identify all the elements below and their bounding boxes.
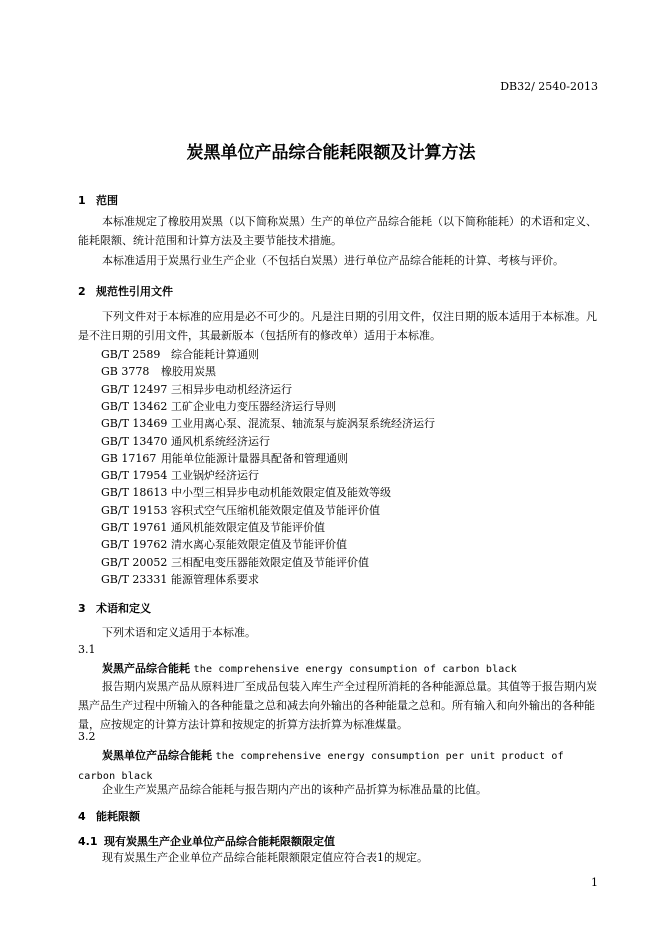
reference-code: GB/T 19762 [101,538,168,552]
term-english: the comprehensive energy consumption per unit product of carbon black [78,751,564,782]
reference-code: GB/T 23331 [101,572,168,586]
reference-item [101,484,391,501]
reference-item [101,571,259,588]
document-title: 炭黑单位产品综合能耗限额及计算方法 [186,143,476,163]
reference-item [101,519,325,536]
reference-code: GB/T 13470 [101,434,168,448]
standard-number: DB32/ 2540-2013 [500,80,598,93]
section-number: 2 [78,285,86,298]
reference-title: 能源管理体系要求 [171,572,259,586]
section-3-heading [78,600,151,616]
section-1-heading [78,192,118,208]
term-definition: 报告期内炭黑产品从原料进厂至成品包装入库生产全过程所消耗的各种能源总量。其值等于报告期内炭黑产品生产过程中所输入的各种能量之总和减去向外输出的各种能量之总和。所有输入和向外输出的各种能量，应按规定的计算方法计算和按规定的折算方法折算为标准煤量。 [78,680,597,731]
reference-title: 用能单位能源计量器具配备和管理通则 [161,451,348,465]
reference-code: GB/T 18613 [101,486,168,500]
section-number: 4 [78,810,86,823]
reference-title: 橡胶用炭黑 [161,365,216,379]
term-chinese: 炭黑单位产品综合能耗 [102,749,212,762]
reference-title: 清水离心泵能效限定值及节能评价值 [171,538,347,552]
reference-item [101,398,336,415]
reference-title: 通风机能效限定值及节能评价值 [171,521,325,534]
term-english: the comprehensive energy consumption of carbon black [193,664,517,675]
reference-code: GB/T 12497 [101,382,168,396]
reference-title: 工业用离心泵、混流泵、轴流泵与旋涡泵系统经济运行 [171,417,435,431]
section-2-paragraph: 下列文件对于本标准的应用是必不可少的。凡是注日期的引用文件，仅注日期的版本适用于本标准。凡是不注日期的引用文件，其最新版本（包括所有的修改单）适用于本标准。 [78,310,597,342]
reference-item [101,502,380,519]
reference-code: GB/T 13462 [101,399,168,413]
section-title: 能耗限额 [96,810,140,823]
reference-item [101,433,270,450]
section-4-paragraph: 现有炭黑生产企业单位产品综合能耗限额限定值应符合表1的规定。 [102,851,428,864]
reference-code: GB/T 19153 [101,503,168,517]
reference-item [101,346,259,363]
reference-code: GB 3778 [101,365,150,379]
reference-code: GB/T 2589 [101,348,161,361]
section-title: 范围 [96,194,118,207]
reference-item [101,467,259,484]
section-title: 术语和定义 [96,602,151,615]
section-number: 3 [78,602,86,615]
reference-code: GB/T 19761 [101,521,168,534]
reference-code: GB/T 17954 [101,469,168,483]
subsection-4-1-heading [78,833,335,849]
reference-title: 容积式空气压缩机能效限定值及节能评价值 [171,503,380,517]
reference-code: GB/T 20052 [101,555,168,569]
term-definition: 企业生产炭黑产品综合能耗与报告期内产出的该种产品折算为标准品量的比值。 [102,783,487,796]
reference-item [101,415,435,432]
section-1-paragraph-2: 本标准适用于炭黑行业生产企业（不包括白炭黑）进行单位产品综合能耗的计算、考核与评价。 [102,254,564,267]
reference-title: 三相异步电动机经济运行 [171,382,292,396]
term-entry [78,659,600,679]
section-1-paragraph-1: 本标准规定了橡胶用炭黑（以下简称炭黑）生产的单位产品综合能耗（以下简称能耗）的术语和定义、能耗限额、统计范围和计算方法及主要节能技术措施。 [78,215,597,247]
reference-title: 工矿企业电力变压器经济运行导则 [171,399,336,413]
section-3-paragraph: 下列术语和定义适用于本标准。 [102,626,256,639]
subsection-title: 现有炭黑生产企业单位产品综合能耗限额限定值 [104,835,335,848]
reference-code: GB 17167 [101,451,157,465]
reference-item [101,363,216,380]
reference-item [101,554,369,571]
reference-item [101,536,347,553]
section-title: 规范性引用文件 [96,285,173,298]
term-number: 3.2 [78,730,96,743]
reference-title: 工业锅炉经济运行 [171,469,259,483]
reference-item [101,450,348,467]
section-number: 1 [78,194,86,207]
reference-code: GB/T 13469 [101,417,168,431]
reference-title: 三相配电变压器能效限定值及节能评价值 [171,555,369,569]
term-number: 3.1 [78,643,96,656]
term-chinese: 炭黑产品综合能耗 [102,662,190,675]
section-4-heading [78,808,140,824]
section-2-heading [78,283,173,299]
reference-title: 通风机系统经济运行 [171,434,270,448]
reference-title: 综合能耗计算通则 [171,348,259,361]
page-number: 1 [591,876,598,889]
reference-title: 中小型三相异步电动机能效限定值及能效等级 [171,486,391,500]
reference-item [101,381,292,398]
subsection-number: 4.1 [78,835,98,848]
